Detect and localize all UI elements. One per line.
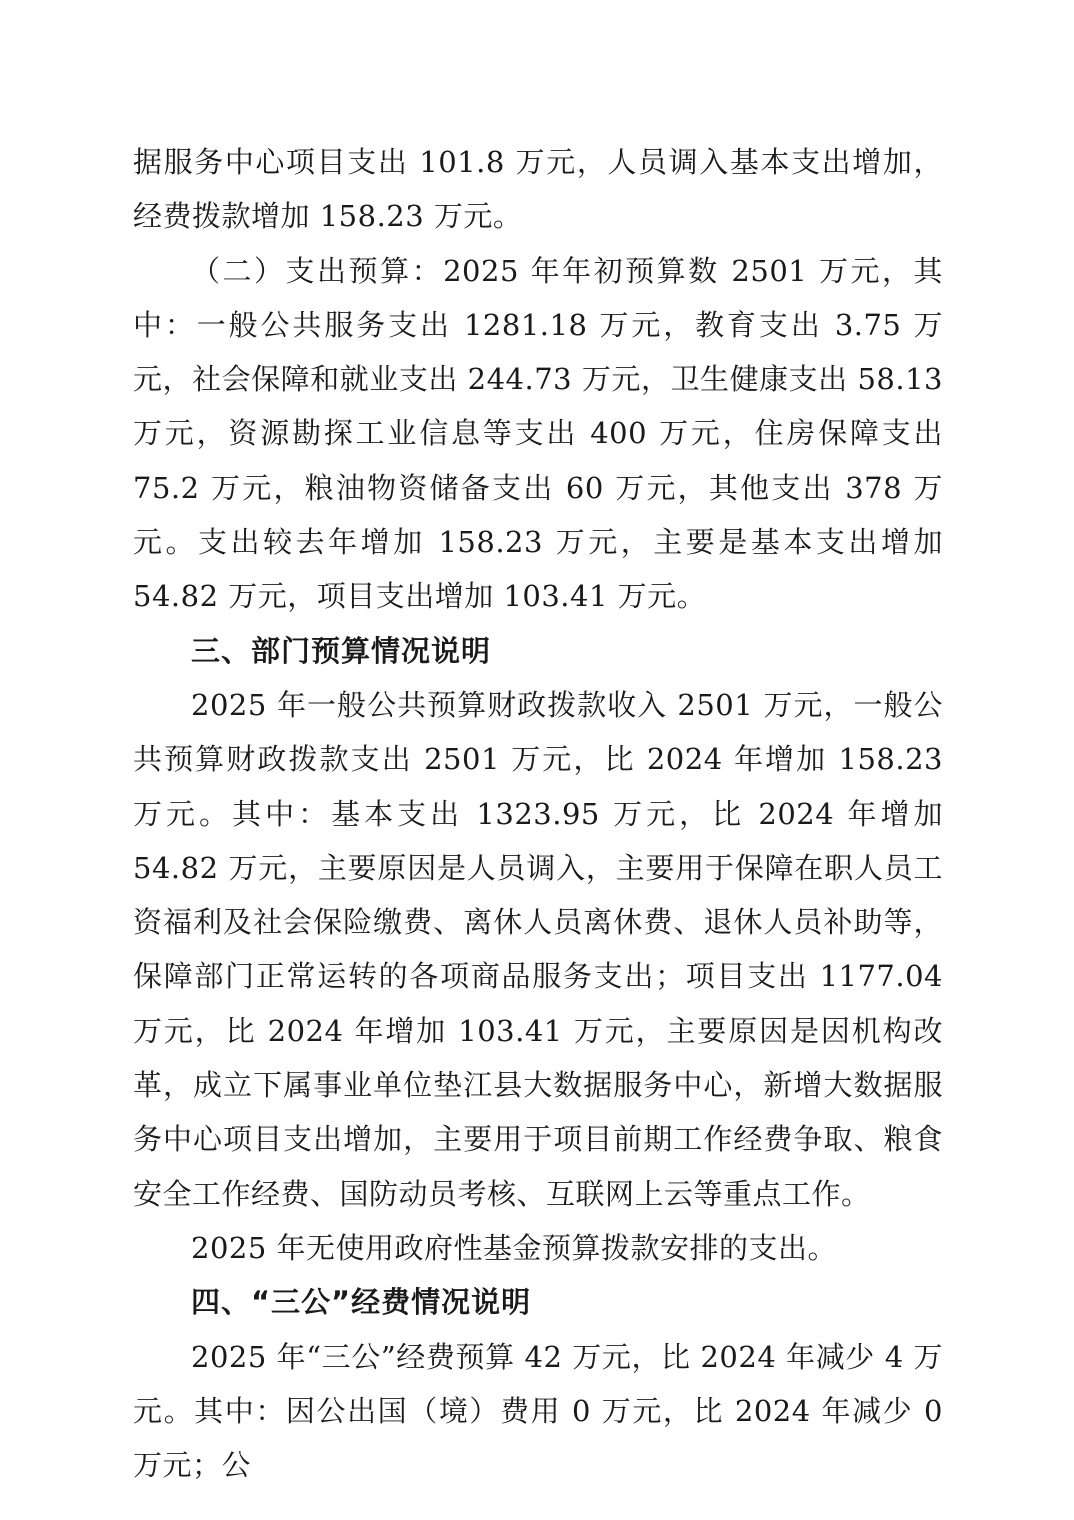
paragraph-public-budget: 2025 年一般公共预算财政拨款收入 2501 万元，一般公共预算财政拨款支出 2501 万元，比 2024 年增加 158.23 万元。其中：基本支出 1323.95 万元，比 2024 年增加 54.82 万元，主要原因是人员调入，主要用于保障在职人员工资福利及社会保险缴费、离休人员离休费、退休人员补助等，保障部门正常运转的各项商品服务支出；项目支出 1177.04 万元，比 2024 年增加 103.41 万元，主要原因是因机构改革，成立下属事业单位垫江县大数据服务中心，新增大数据服务中心项目支出增加，主要用于项目前期工作经费争取、粮食安全工作经费、国防动员考核、互联网上云等重点工作。 <box>133 687 943 1211</box>
section-heading-department-budget: 三、部门预算情况说明 <box>191 633 492 668</box>
paragraph-government-fund: 2025 年无使用政府性基金预算拨款安排的支出。 <box>191 1230 838 1265</box>
paragraph-expenditure-budget: （二）支出预算：2025 年年初预算数 2501 万元，其中：一般公共服务支出 1281.18 万元，教育支出 3.75 万元，社会保障和就业支出 244.73 万元，卫生健康支出 58.13 万元，资源勘探工业信息等支出 400 万元，住房保障支出 75.2 万元，粮油物资储备支出 60 万元，其他支出 378 万元。支出较去年增加 158.23 万元，主要是基本支出增加 54.82 万元，项目支出增加 103.41 万元。 <box>133 253 943 614</box>
section-heading-three-public-expenses: 四、“三公”经费情况说明 <box>191 1285 532 1320</box>
document-body <box>133 135 943 1492</box>
paragraph-continuation: 据服务中心项目支出 101.8 万元，人员调入基本支出增加，经费拨款增加 158.23 万元。 <box>133 145 943 234</box>
paragraph-three-public-expenses: 2025 年“三公”经费预算 42 万元，比 2024 年减少 4 万元。其中：因公出国（境）费用 0 万元，比 2024 年减少 0 万元；公 <box>133 1339 943 1483</box>
